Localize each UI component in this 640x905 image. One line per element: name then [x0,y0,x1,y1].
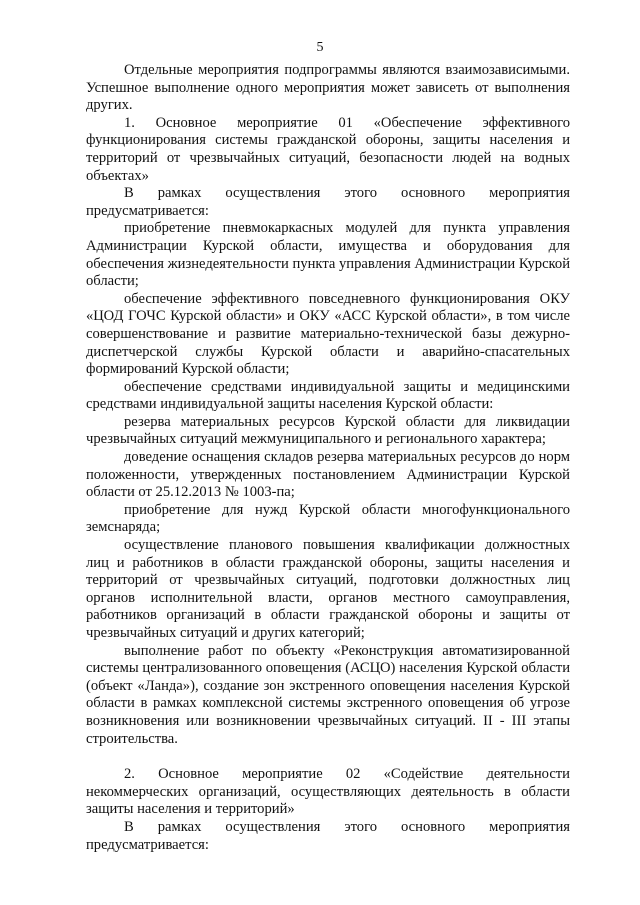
page-number: 5 [316,40,324,55]
paragraph-interdependence: Отдельные мероприятия подпрограммы являются взаимозависимыми. Успешное выполнение одного мероприятия может зависеть от выполнения других. [86,62,570,114]
paragraph-reserve-resources: резерва материальных ресурсов Курской области для ликвидации чрезвычайных ситуаций межмуниципального и регионального характера; [86,413,570,448]
paragraph-warning-system: выполнение работ по объекту «Реконструкция автоматизированной системы централизованного оповещения (АСЦО) населения Курской области (объект «Ланда»), создание зон экстренного оповещения населения Курской области в рамках комплексной системы экстренного оповещения об угрозе возникновения или возникновении чрезвычайных ситуаций. II - III этапы строительства. [86,642,570,747]
document-body [86,62,570,854]
paragraph-protection-means: обеспечение средствами индивидуальной защиты и медицинскими средствами индивидуальной защиты населения Курской области: [86,378,570,413]
paragraph-pneumoframe-modules: приобретение пневмокаркасных модулей для пункта управления Администрации Курской области, имущества и оборудования для обеспечения жизнедеятельности пункта управления Администрации Курской области; [86,220,571,290]
paragraph-warehouse-equipping: доведение оснащения складов резерва материальных ресурсов до норм положенности, утвержденных постановлением Администрации Курской области от 25.12.2013 № 1003-па; [86,449,570,501]
paragraph-activity-01-title: 1. Основное мероприятие 01 «Обеспечение эффективного функционирования системы гражданской обороны, защиты населения и территорий от чрезвычайных ситуаций, безопасности людей на водных объектах» [86,114,570,184]
paragraph-oku-functioning: обеспечение эффективного повседневного функционирования ОКУ «ЦОД ГОЧС Курской области» и ОКУ «АСС Курской области», в том числе совершенствование и развитие материально-технической базы дежурно-диспетчерской службы Курской области и аварийно-спасательных формирований Курской области; [86,290,570,378]
paragraph-qualification-training: осуществление планового повышения квалификации должностных лиц и работников в области гражданской обороны, защиты населения и территорий от чрезвычайных ситуаций, подготовки должностных лиц органов исполнительной власти, органов местного самоуправления, работников организаций в области гражданской обороны и защиты от чрезвычайных ситуаций и других категорий; [86,537,570,641]
paragraph-dredger: приобретение для нужд Курской области многофункционального земснаряда; [86,501,570,536]
paragraph-activity-02-intro: В рамках осуществления этого основного мероприятия предусматривается: [86,818,570,853]
paragraph-activity-02-title: 2. Основное мероприятие 02 «Содействие деятельности некоммерческих организаций, осуществляющих деятельность в области защиты населения и территорий» [86,766,570,818]
paragraph-activity-01-intro: В рамках осуществления этого основного мероприятия предусматривается: [86,185,570,219]
